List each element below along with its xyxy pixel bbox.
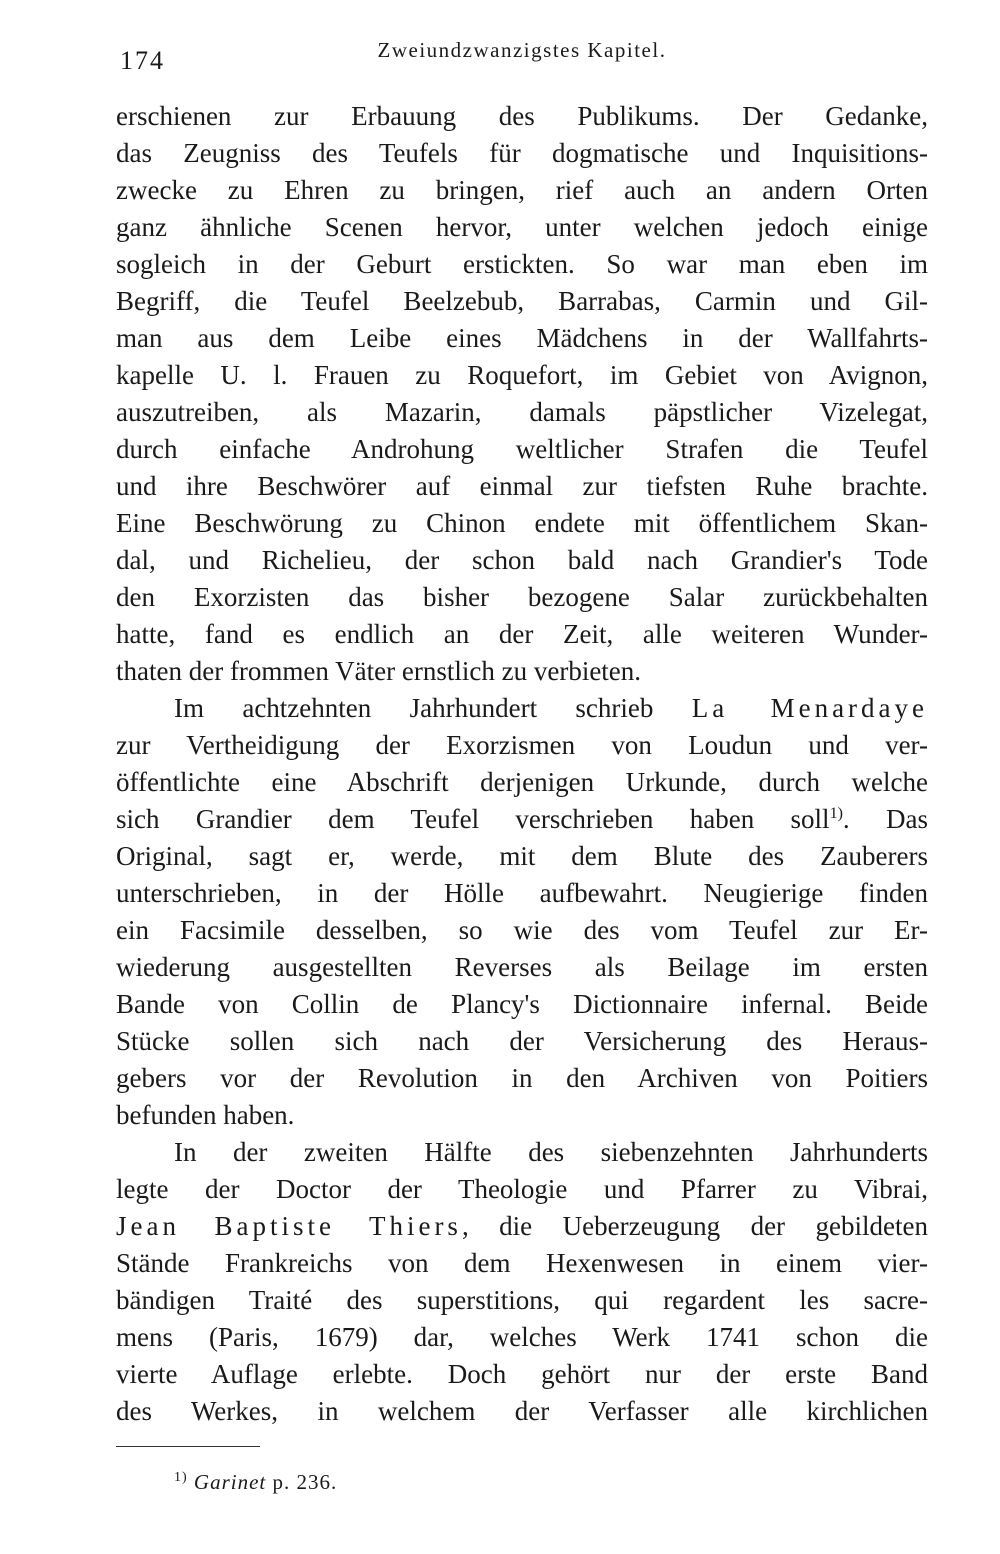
text-line: das Zeugniss des Teufels für dogmatische und Inquisitions- [116,138,928,168]
text-line: durch einfache Androhung weltlicher Strafen die Teufel [116,434,928,464]
text-line: ganz ähnliche Scenen hervor, unter welchen jedoch einige [116,212,928,242]
text-line: vierte Auflage erlebte. Doch gehört nur der erste Band [116,1359,928,1389]
text-segment: Im achtzehnten Jahrhundert schrieb [174,693,654,723]
text-line: legte der Doctor der Theologie und Pfarrer zu Vibrai, [116,1174,928,1204]
body-text [116,98,928,1430]
text-line: Original, sagt er, werde, mit dem Blute des Zauberers [116,841,928,871]
footnote-reference: 1) [829,805,843,822]
text-line: zur Vertheidigung der Exorzismen von Loudun und ver- [116,730,928,760]
text-line: Eine Beschwörung zu Chinon endete mit öffentlichem Skan- [116,508,928,538]
text-segment: sich Grandier dem Teufel verschrieben haben soll [116,804,830,834]
author-name-menardaye: La Menardaye [691,693,928,723]
text-line: wiederung ausgestellten Reverses als Beilage im ersten [116,952,928,982]
paragraph-1 [116,98,928,690]
text-line: Begriff, die Teufel Beelzebub, Barrabas, Carmin und Gil- [116,286,928,316]
text-line [116,1208,928,1245]
footnote-mark: 1) [174,1470,188,1485]
footnote-author: Garinet [193,1470,267,1494]
text-line: den Exorzisten das bisher bezogene Salar zurückbehalten [116,582,928,612]
text-line: unterschrieben, in der Hölle aufbewahrt. Neugierige finden [116,878,928,908]
text-line: erschienen zur Erbauung des Publikums. Der Gedanke, [116,101,928,131]
text-line: des Werkes, in welchem der Verfasser alle kirchlichen [116,1396,928,1426]
text-line: Bande von Collin de Plancy's Dictionnaire infernal. Beide [116,989,928,1019]
running-head [116,38,928,78]
footnote-page: p. 236. [272,1470,338,1494]
text-line: Stände Frankreichs von dem Hexenwesen in einem vier- [116,1248,928,1278]
text-line: Stücke sollen sich nach der Versicherung des Heraus- [116,1026,928,1056]
footnote-divider [116,1446,260,1447]
chapter-title: Zweiundzwanzigstes Kapitel. [377,38,667,62]
text-line: befunden haben. [116,1100,295,1130]
text-line: hatte, fand es endlich an der Zeit, alle weiteren Wunder- [116,619,928,649]
text-line: kapelle U. l. Frauen zu Roquefort, im Gebiet von Avignon, [116,360,928,390]
text-line: auszutreiben, als Mazarin, damals päpstlicher Vizelegat, [116,397,928,427]
text-segment: . Das [842,804,928,834]
text-line: gebers vor der Revolution in den Archiven von Poitiers [116,1063,928,1093]
text-line: mens (Paris, 1679) dar, welches Werk 1741 schon die [116,1322,928,1352]
paragraph-2 [116,690,928,1134]
text-line [116,690,928,727]
page-number: 174 [120,46,165,75]
text-line: dal, und Richelieu, der schon bald nach Grandier's Tode [116,545,928,575]
text-line: In der zweiten Hälfte des siebenzehnten Jahrhunderts [174,1137,928,1167]
text-line: öffentlichte eine Abschrift derjenigen Urkunde, durch welche [116,767,928,797]
paragraph-3 [116,1134,928,1430]
author-name-thiers: Jean Baptiste Thiers [116,1211,462,1241]
text-line: zwecke zu Ehren zu bringen, rief auch an andern Orten [116,175,928,205]
text-line: und ihre Beschwörer auf einmal zur tiefsten Ruhe brachte. [116,471,928,501]
text-line: ein Facsimile desselben, so wie des vom Teufel zur Er- [116,915,928,945]
text-line: thaten der frommen Väter ernstlich zu verbieten. [116,656,642,686]
footnote [174,1470,337,1495]
text-line: man aus dem Leibe eines Mädchens in der Wallfahrts- [116,323,928,353]
text-segment: , die Ueberzeugung der gebildeten [461,1211,928,1241]
text-line: sogleich in der Geburt erstickten. So war man eben im [116,249,928,279]
text-line: bändigen Traité des superstitions, qui regardent les sacre- [116,1285,928,1315]
text-line [116,801,928,838]
